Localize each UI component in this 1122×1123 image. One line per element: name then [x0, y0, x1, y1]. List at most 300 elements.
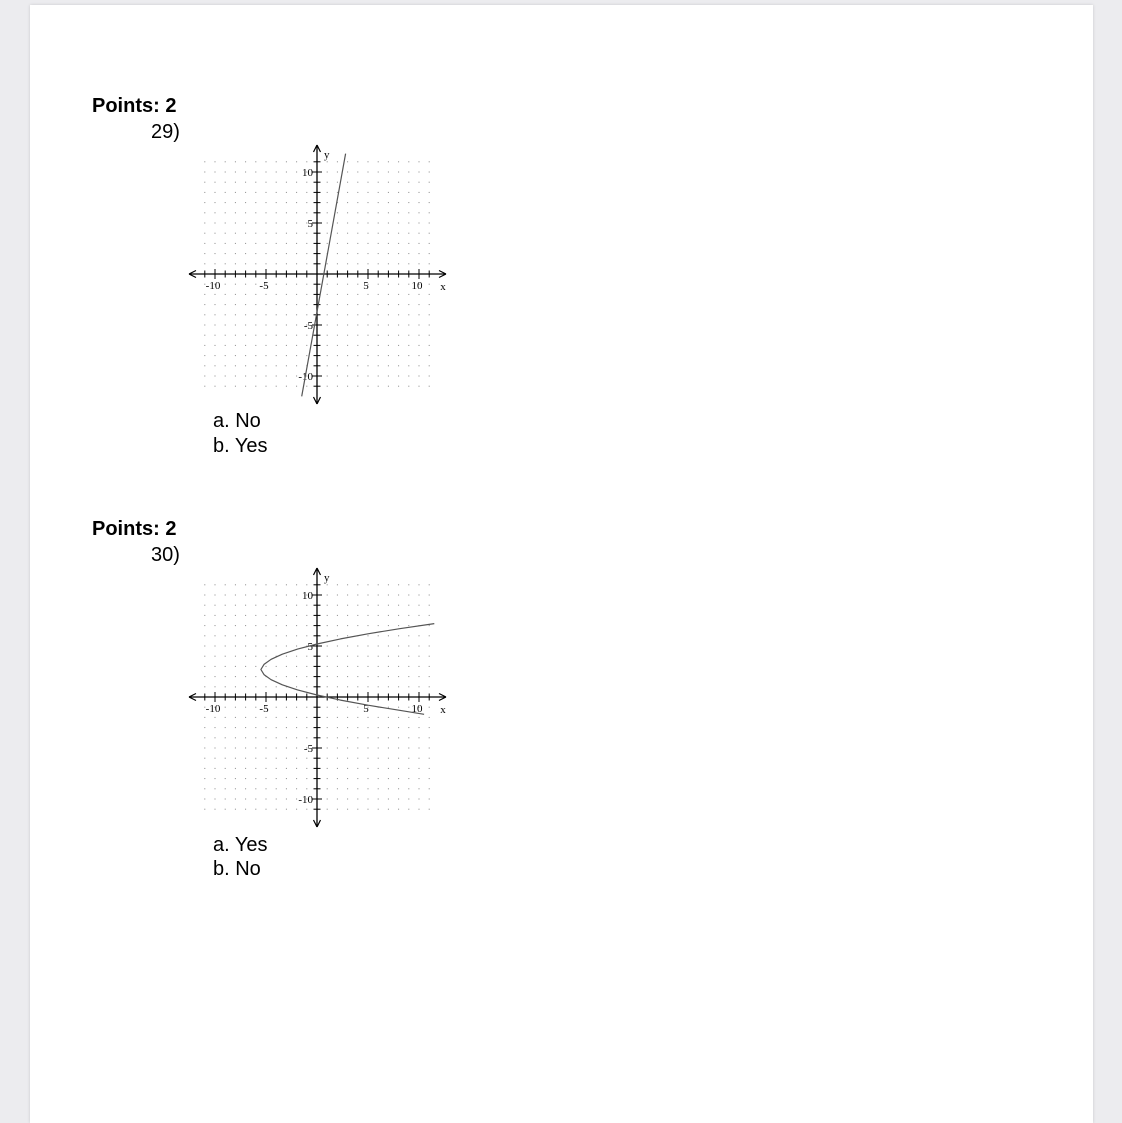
grid-dot [225, 345, 226, 346]
grid-dot [266, 355, 267, 356]
x-tick-label: 5 [363, 703, 369, 715]
grid-dot [368, 748, 369, 749]
grid-dot [255, 263, 256, 264]
grid-dot [357, 788, 358, 789]
grid-dot [347, 335, 348, 336]
grid-dot [327, 666, 328, 667]
grid-dot [327, 646, 328, 647]
grid-dot [419, 748, 420, 749]
grid-dot [245, 595, 246, 596]
grid-dot [276, 707, 277, 708]
grid-dot [347, 304, 348, 305]
grid-dot [419, 325, 420, 326]
grid-dot [419, 192, 420, 193]
grid-dot [357, 192, 358, 193]
grid-dot [204, 605, 205, 606]
grid-dot [245, 304, 246, 305]
grid-dot [204, 376, 205, 377]
grid-dot [419, 595, 420, 596]
x-axis-label: x [440, 704, 446, 716]
grid-dot [204, 799, 205, 800]
grid-dot [337, 676, 338, 677]
grid-dot [388, 625, 389, 626]
grid-dot [215, 161, 216, 162]
grid-dot [368, 325, 369, 326]
grid-dot [276, 646, 277, 647]
grid-dot [266, 294, 267, 295]
grid-dot [306, 212, 307, 213]
grid-dot [429, 202, 430, 203]
grid-dot [286, 778, 287, 779]
grid-dot [286, 605, 287, 606]
grid-dot [266, 635, 267, 636]
grid-dot [357, 584, 358, 585]
grid-dot [347, 676, 348, 677]
grid-dot [357, 625, 358, 626]
grid-dot [419, 676, 420, 677]
grid-dot [368, 778, 369, 779]
grid-dot [235, 294, 236, 295]
grid-dot [204, 737, 205, 738]
grid-dot [378, 243, 379, 244]
grid-dot [337, 646, 338, 647]
grid-dot [296, 595, 297, 596]
grid-dot [204, 615, 205, 616]
grid-dot [296, 686, 297, 687]
grid-dot [357, 666, 358, 667]
grid-dot [408, 615, 409, 616]
grid-dot [286, 788, 287, 789]
grid-dot [419, 584, 420, 585]
grid-dot [337, 284, 338, 285]
grid-dot [388, 365, 389, 366]
grid-dot [286, 595, 287, 596]
grid-dot [276, 386, 277, 387]
grid-dot [347, 717, 348, 718]
question-30-graph [185, 565, 450, 830]
grid-dot [266, 304, 267, 305]
grid-dot [306, 253, 307, 254]
grid-dot [204, 314, 205, 315]
grid-dot [368, 625, 369, 626]
grid-dot [378, 788, 379, 789]
grid-dot [306, 335, 307, 336]
grid-dot [266, 666, 267, 667]
y-tick-label: 5 [307, 218, 313, 230]
grid-dot [327, 212, 328, 213]
grid-dot [296, 376, 297, 377]
grid-dot [225, 161, 226, 162]
grid-dot [357, 243, 358, 244]
grid-dot [408, 182, 409, 183]
grid-dot [378, 182, 379, 183]
grid-dot [337, 809, 338, 810]
grid-dot [235, 263, 236, 264]
grid-dot [347, 386, 348, 387]
grid-dot [276, 376, 277, 377]
grid-dot [276, 778, 277, 779]
grid-dot [255, 345, 256, 346]
grid-dot [419, 615, 420, 616]
grid-dot [204, 243, 205, 244]
grid-dot [215, 666, 216, 667]
grid-dot [429, 625, 430, 626]
grid-dot [204, 192, 205, 193]
grid-dot [388, 233, 389, 234]
grid-dot [215, 799, 216, 800]
grid-dot [286, 635, 287, 636]
grid-dot [327, 809, 328, 810]
grid-dot [327, 345, 328, 346]
grid-dot [255, 253, 256, 254]
grid-dot [337, 376, 338, 377]
grid-dot [398, 294, 399, 295]
grid-dot [408, 748, 409, 749]
grid-dot [327, 284, 328, 285]
y-axis-label: y [324, 572, 330, 584]
grid-dot [408, 799, 409, 800]
grid-dot [327, 584, 328, 585]
grid-dot [327, 676, 328, 677]
grid-dot [368, 768, 369, 769]
grid-dot [225, 676, 226, 677]
grid-dot [408, 595, 409, 596]
grid-dot [235, 748, 236, 749]
grid-dot [388, 615, 389, 616]
grid-dot [398, 778, 399, 779]
grid-dot [276, 243, 277, 244]
question-29-graph [185, 142, 450, 407]
grid-dot [429, 748, 430, 749]
y-tick-label: -10 [298, 794, 313, 806]
question-30-choice-a[interactable]: a. Yes [213, 834, 268, 856]
grid-dot [245, 314, 246, 315]
grid-dot [255, 635, 256, 636]
grid-dot [306, 676, 307, 677]
grid-dot [276, 737, 277, 738]
grid-dot [388, 345, 389, 346]
grid-dot [215, 768, 216, 769]
grid-dot [408, 233, 409, 234]
grid-dot [357, 758, 358, 759]
grid-dot [235, 717, 236, 718]
grid-dot [235, 768, 236, 769]
grid-dot [306, 758, 307, 759]
grid-dot [357, 182, 358, 183]
grid-dot [388, 799, 389, 800]
grid-dot [429, 325, 430, 326]
grid-dot [347, 192, 348, 193]
x-tick-label: -5 [259, 703, 269, 715]
grid-dot [368, 727, 369, 728]
grid-dot [398, 737, 399, 738]
grid-dot [419, 605, 420, 606]
grid-dot [347, 294, 348, 295]
question-29-number: 29) [151, 121, 180, 143]
grid-dot [347, 635, 348, 636]
grid-dot [429, 253, 430, 254]
grid-dot [204, 304, 205, 305]
grid-dot [276, 625, 277, 626]
grid-dot [215, 182, 216, 183]
question-29-choice-b[interactable]: b. Yes [213, 435, 268, 457]
grid-dot [296, 304, 297, 305]
grid-dot [388, 386, 389, 387]
grid-dot [296, 233, 297, 234]
grid-dot [245, 768, 246, 769]
y-tick-label: 10 [302, 590, 313, 602]
grid-dot [378, 799, 379, 800]
grid-dot [306, 243, 307, 244]
x-tick-label: 5 [363, 280, 369, 292]
grid-dot [327, 717, 328, 718]
grid-dot [266, 263, 267, 264]
grid-dot [276, 335, 277, 336]
grid-dot [429, 304, 430, 305]
question-29-choice-a[interactable]: a. No [213, 410, 261, 432]
grid-dot [429, 284, 430, 285]
grid-dot [235, 666, 236, 667]
grid-dot [347, 788, 348, 789]
grid-dot [245, 386, 246, 387]
grid-dot [255, 605, 256, 606]
grid-dot [368, 335, 369, 336]
question-30-number: 30) [151, 544, 180, 566]
grid-dot [347, 355, 348, 356]
grid-dot [266, 758, 267, 759]
grid-dot [347, 161, 348, 162]
grid-dot [286, 355, 287, 356]
grid-dot [378, 335, 379, 336]
grid-dot [215, 202, 216, 203]
grid-dot [225, 625, 226, 626]
grid-dot [235, 625, 236, 626]
grid-dot [419, 233, 420, 234]
grid-dot [388, 758, 389, 759]
grid-dot [347, 656, 348, 657]
grid-dot [306, 192, 307, 193]
grid-dot [266, 788, 267, 789]
grid-dot [306, 778, 307, 779]
grid-dot [378, 325, 379, 326]
grid-dot [357, 727, 358, 728]
grid-dot [235, 615, 236, 616]
grid-dot [266, 656, 267, 657]
grid-dot [378, 656, 379, 657]
grid-dot [419, 212, 420, 213]
grid-dot [327, 365, 328, 366]
grid-dot [378, 263, 379, 264]
grid-dot [357, 799, 358, 800]
grid-dot [215, 314, 216, 315]
grid-dot [327, 737, 328, 738]
grid-dot [388, 355, 389, 356]
grid-dot [337, 243, 338, 244]
grid-dot [388, 584, 389, 585]
question-30-choice-b[interactable]: b. No [213, 858, 261, 880]
grid-dot [245, 172, 246, 173]
grid-dot [388, 253, 389, 254]
grid-dot [429, 595, 430, 596]
grid-dot [296, 325, 297, 326]
grid-dot [215, 717, 216, 718]
grid-dot [235, 223, 236, 224]
grid-dot [337, 758, 338, 759]
grid-dot [408, 376, 409, 377]
grid-dot [245, 355, 246, 356]
grid-dot [337, 615, 338, 616]
grid-dot [235, 314, 236, 315]
grid-dot [245, 625, 246, 626]
grid-dot [306, 314, 307, 315]
grid-dot [337, 717, 338, 718]
grid-dot [419, 365, 420, 366]
grid-dot [408, 223, 409, 224]
grid-dot [235, 202, 236, 203]
grid-dot [398, 799, 399, 800]
grid-dot [245, 605, 246, 606]
grid-dot [347, 284, 348, 285]
grid-dot [215, 758, 216, 759]
grid-dot [225, 799, 226, 800]
grid-dot [337, 192, 338, 193]
grid-dot [327, 386, 328, 387]
grid-dot [429, 676, 430, 677]
grid-dot [429, 584, 430, 585]
grid-dot [408, 758, 409, 759]
grid-dot [337, 212, 338, 213]
grid-dot [398, 192, 399, 193]
grid-dot [204, 223, 205, 224]
grid-dot [368, 243, 369, 244]
grid-dot [204, 686, 205, 687]
grid-dot [419, 717, 420, 718]
grid-dot [398, 584, 399, 585]
grid-dot [235, 345, 236, 346]
grid-dot [286, 625, 287, 626]
grid-dot [296, 727, 297, 728]
grid-dot [255, 788, 256, 789]
grid-dot [255, 656, 256, 657]
grid-dot [347, 365, 348, 366]
grid-dot [276, 635, 277, 636]
grid-dot [255, 161, 256, 162]
grid-dot [296, 294, 297, 295]
grid-dot [276, 182, 277, 183]
grid-dot [347, 707, 348, 708]
grid-dot [368, 161, 369, 162]
grid-dot [327, 758, 328, 759]
grid-dot [215, 676, 216, 677]
grid-dot [378, 635, 379, 636]
grid-dot [286, 376, 287, 377]
grid-dot [378, 809, 379, 810]
grid-dot [266, 223, 267, 224]
grid-dot [225, 788, 226, 789]
grid-dot [255, 707, 256, 708]
grid-dot [235, 605, 236, 606]
grid-dot [327, 615, 328, 616]
grid-dot [266, 615, 267, 616]
grid-dot [215, 748, 216, 749]
grid-dot [408, 768, 409, 769]
grid-dot [378, 284, 379, 285]
grid-dot [235, 635, 236, 636]
grid-dot [347, 172, 348, 173]
grid-dot [225, 656, 226, 657]
grid-dot [327, 202, 328, 203]
grid-dot [368, 202, 369, 203]
grid-dot [337, 386, 338, 387]
grid-dot [235, 686, 236, 687]
grid-dot [204, 584, 205, 585]
grid-dot [388, 325, 389, 326]
grid-dot [276, 172, 277, 173]
grid-dot [337, 314, 338, 315]
grid-dot [357, 386, 358, 387]
grid-dot [398, 656, 399, 657]
grid-dot [398, 284, 399, 285]
grid-dot [378, 615, 379, 616]
grid-dot [225, 304, 226, 305]
grid-dot [398, 161, 399, 162]
grid-dot [429, 376, 430, 377]
grid-dot [327, 376, 328, 377]
y-tick-label: -10 [298, 371, 313, 383]
grid-dot [306, 707, 307, 708]
grid-dot [398, 727, 399, 728]
grid-dot [276, 727, 277, 728]
grid-dot [368, 212, 369, 213]
grid-dot [266, 253, 267, 254]
grid-dot [388, 778, 389, 779]
grid-dot [337, 263, 338, 264]
grid-dot [419, 737, 420, 738]
grid-dot [266, 625, 267, 626]
grid-dot [327, 233, 328, 234]
grid-dot [225, 386, 226, 387]
grid-dot [306, 717, 307, 718]
grid-dot [215, 615, 216, 616]
grid-dot [408, 284, 409, 285]
grid-dot [327, 635, 328, 636]
grid-dot [276, 325, 277, 326]
grid-dot [286, 386, 287, 387]
grid-dot [286, 263, 287, 264]
grid-dot [408, 727, 409, 728]
grid-dot [225, 294, 226, 295]
grid-dot [255, 615, 256, 616]
grid-dot [347, 253, 348, 254]
grid-dot [429, 161, 430, 162]
grid-dot [255, 172, 256, 173]
grid-dot [286, 365, 287, 366]
grid-dot [225, 202, 226, 203]
grid-dot [296, 584, 297, 585]
grid-dot [429, 686, 430, 687]
grid-dot [408, 625, 409, 626]
grid-dot [225, 595, 226, 596]
grid-dot [429, 615, 430, 616]
grid-dot [306, 727, 307, 728]
grid-dot [296, 345, 297, 346]
grid-dot [327, 707, 328, 708]
grid-dot [255, 717, 256, 718]
grid-dot [398, 635, 399, 636]
grid-dot [225, 707, 226, 708]
grid-dot [255, 202, 256, 203]
grid-dot [388, 686, 389, 687]
